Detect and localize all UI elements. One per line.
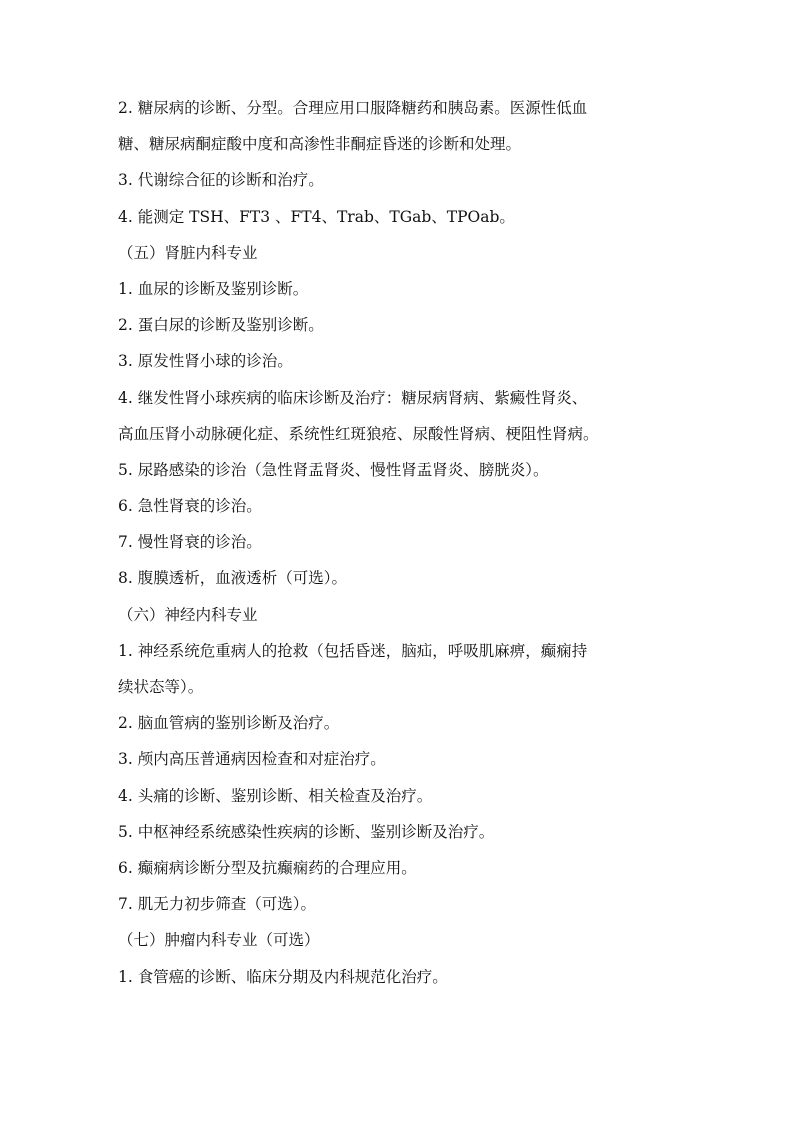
text-line: 1. 神经系统危重病人的抢救（包括昏迷，脑疝，呼吸肌麻痹，癫痫持 — [118, 641, 588, 660]
text-line: 8. 腹膜透析，血液透析（可选）。 — [118, 569, 347, 588]
text-line: 3. 原发性肾小球的诊治。 — [118, 352, 293, 371]
text-line: 7. 慢性肾衰的诊治。 — [118, 533, 262, 552]
document-body — [118, 90, 688, 995]
text-line: 2. 糖尿病的诊断、分型。合理应用口服降糖药和胰岛素。医源性低血 — [118, 99, 588, 117]
text-line: 3. 代谢综合征的诊断和治疗。 — [118, 171, 324, 190]
section-heading-oncology: （七）肿瘤内科专业（可选） — [118, 931, 320, 950]
text-line: 4. 能测定 TSH、FT3 、FT4、Trab、TGab、TPOab。 — [118, 207, 515, 226]
text-line: 7. 肌无力初步筛查（可选）。 — [118, 895, 316, 914]
text-line: 高血压肾小动脉硬化症、系统性红斑狼疮、尿酸性肾病、梗阻性肾病。 — [118, 424, 599, 443]
section-heading-kidney: （五）肾脏内科专业 — [118, 243, 258, 262]
text-line: 5. 中枢神经系统感染性疾病的诊断、鉴别诊断及治疗。 — [118, 822, 495, 841]
text-line: 6. 癫痫病诊断分型及抗癫痫药的合理应用。 — [118, 858, 417, 877]
text-line: 5. 尿路感染的诊治（急性肾盂肾炎、慢性肾盂肾炎、膀胱炎）。 — [118, 460, 549, 479]
text-line: 糖、糖尿病酮症酸中度和高渗性非酮症昏迷的诊断和处理。 — [118, 135, 522, 154]
text-line: 2. 蛋白尿的诊断及鉴别诊断。 — [118, 316, 324, 335]
text-line: 2. 脑血管病的鉴别诊断及治疗。 — [118, 714, 340, 733]
text-line: 1. 食管癌的诊断、临床分期及内科规范化治疗。 — [118, 967, 448, 986]
text-line: 4. 继发性肾小球疾病的临床诊断及治疗：糖尿病肾病、紫癜性肾炎、 — [118, 388, 588, 407]
section-heading-neurology: （六）神经内科专业 — [118, 605, 258, 624]
text-line: 1. 血尿的诊断及鉴别诊断。 — [118, 279, 309, 298]
text-line: 续状态等）。 — [118, 678, 204, 696]
text-line: 6. 急性肾衰的诊治。 — [118, 497, 262, 516]
text-line: 4. 头痛的诊断、鉴别诊断、相关检查及治疗。 — [118, 786, 433, 805]
text-line: 3. 颅内高压普通病因检查和对症治疗。 — [118, 750, 386, 769]
